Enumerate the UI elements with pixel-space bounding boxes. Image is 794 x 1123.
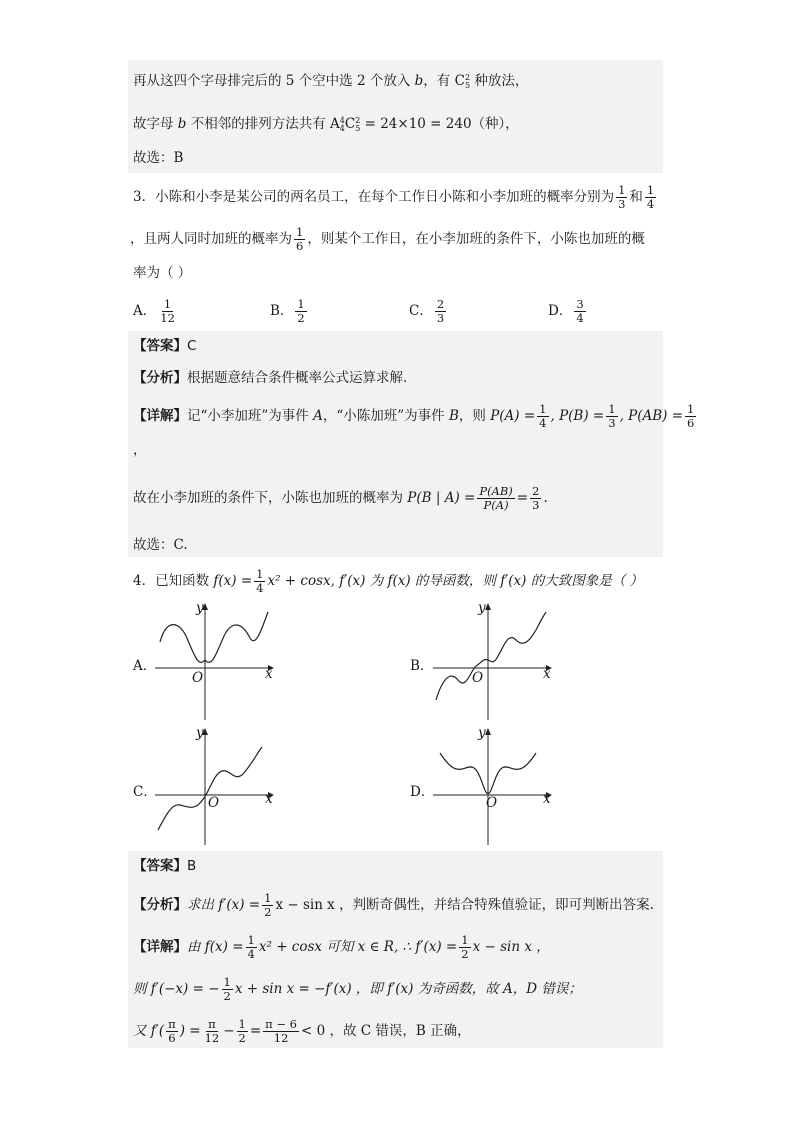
q3-stem-line-1: 3．小陈和小李是某公司的两名员工，在每个工作日小陈和小李加班的概率分别为 $\frac{1}{3}$ 和 $\frac{1}{4}$	[133, 183, 655, 211]
q3-detail-line-1: 【详解】记“小李加班”为事件 A，“小陈加班”为事件 B，则 P(A) = $\frac{1}{4}$ , P(B) = $\frac{1}{3}$ , P(AB) = $\frac{1}{6}$	[133, 402, 695, 430]
q4-graph-d[interactable]: y x O	[428, 725, 558, 850]
q3-frac-1-4: $\frac{1}{4}$	[646, 183, 655, 211]
q3-detail-comma: ，	[133, 442, 147, 458]
curve-c	[158, 747, 262, 830]
q4-graph-c[interactable]: y x O	[150, 725, 280, 850]
q4-graph-b-label[interactable]: B．	[410, 658, 434, 674]
prev-solution-choice: 故选：B	[133, 150, 184, 166]
q4-detail-line-2: 则 f′(−x) = − $\frac{1}{2}$ x + sin x = −f′(x) ，即 f′(x) 为奇函数，故 A，D 错误；	[133, 975, 582, 1003]
q3-frac-1-3: $\frac{1}{3}$	[618, 183, 626, 211]
q3-option-a[interactable]: A． $\frac{1}{12}$	[133, 297, 175, 325]
q3-option-d[interactable]: D． $\frac{3}{4}$	[548, 297, 584, 325]
prev-solution-line-1: 再从这四个字母排完后的 5 个空中选 2 个放入 b，有 C 2 5 种放法，	[133, 72, 529, 90]
q4-analysis: 【分析】求出 f′(x) = $\frac{1}{2}$ x − sin x ，判断奇偶性，并结合特殊值验证，即可判断出答案.	[133, 891, 654, 919]
q4-detail-line-1: 【详解】由 f(x) = $\frac{1}{4}$ x² + cosx 可知 x ∈ R, ∴ f′(x) = $\frac{1}{2}$ x − sin x ，	[133, 933, 550, 961]
q4-graph-a[interactable]: y x O	[150, 600, 280, 725]
q3-option-c[interactable]: C． $\frac{2}{3}$	[409, 297, 445, 325]
q3-option-b[interactable]: B． $\frac{1}{2}$	[270, 297, 305, 325]
q3-detail-line-2: 故在小李加班的条件下，小陈也加班的概率为 P(B | A) = $\frac{P(AB)}{P(A)}$ = $\frac{2}{3}$ .	[133, 484, 548, 512]
q3-choice: 故选：C.	[133, 537, 188, 553]
prev-solution-line-2: 故字母 b 不相邻的排列方法共有 A 4 4 C 2 5 = 24×10 = 240（种），	[133, 115, 519, 133]
q4-answer: 【答案】B	[133, 858, 197, 874]
q3-stem-line-2: ，且两人同时加班的概率为 $\frac{1}{6}$ ，则某个工作日，在小李加班的条件下，小陈也加班的概	[130, 225, 645, 253]
q3-frac-1-6: $\frac{1}{6}$	[296, 225, 304, 253]
q4-detail-line-3: 又 f′( $\frac{\pi}{6}$ ) = $\frac{\pi}{12}$ − $\frac{1}{2}$ = $\frac{\pi - 6}{12}$ < 0 ，故 C 错误，B 正确，	[133, 1017, 471, 1045]
q4-graph-c-label[interactable]: C．	[133, 784, 157, 800]
curve-b	[436, 612, 546, 700]
curve-a	[160, 612, 268, 662]
q3-analysis: 【分析】根据题意结合条件概率公式运算求解.	[133, 370, 408, 386]
q3-answer: 【答案】C	[133, 338, 197, 354]
q4-graph-a-label[interactable]: A．	[133, 658, 157, 674]
q4-stem: 4．已知函数 f(x) = $\frac{1}{4}$ x² + cosx, f′(x) 为 f(x) 的导函数，则 f′(x) 的大致图象是（ ）	[133, 567, 644, 595]
q3-stem-line-3: 率为（ ）	[133, 265, 192, 281]
q4-graph-b[interactable]: y x O	[428, 600, 558, 725]
q4-graph-d-label[interactable]: D．	[410, 784, 435, 800]
solution-block-q3	[128, 331, 663, 557]
